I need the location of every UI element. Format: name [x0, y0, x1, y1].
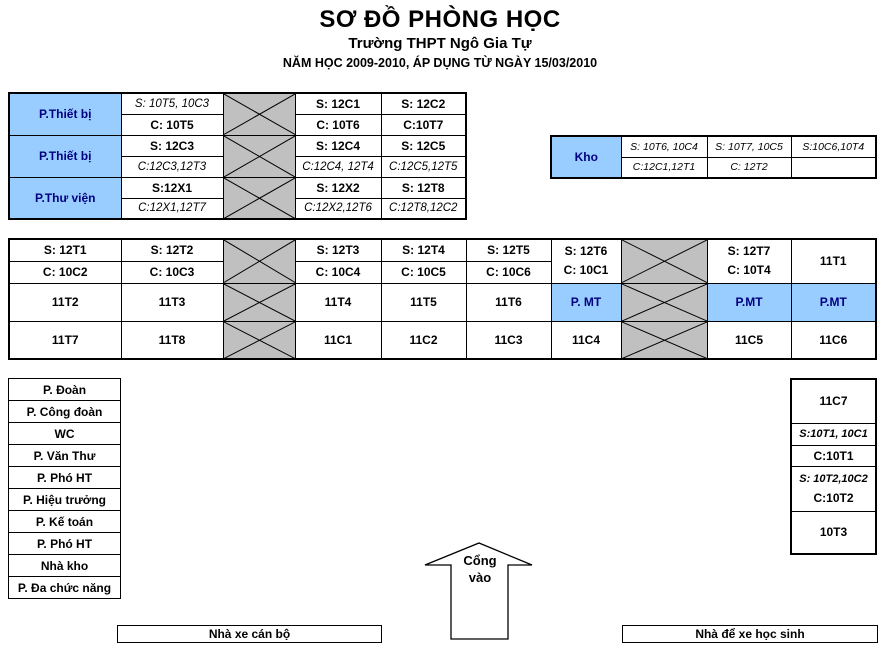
schedule-cell: S: 12C5: [381, 135, 466, 156]
schedule-cell: S:10C6,10T4: [791, 136, 876, 157]
schedule-cell: [791, 466, 876, 511]
room-cell: 11C3: [466, 321, 551, 359]
crossed-cell: [223, 321, 295, 359]
cross-icon: [224, 322, 295, 359]
schedule-morning: S: 10T2,10C2: [799, 472, 868, 485]
cross-icon: [224, 94, 295, 135]
schedule-cell: S: 12T5: [466, 239, 551, 261]
cross-icon: [224, 136, 295, 177]
schedule-morning: S: 12T7: [727, 244, 771, 259]
schedule-cell: S: 12X2: [295, 177, 381, 198]
schedule-cell: C:10T7: [381, 114, 466, 135]
schedule-cell: C:10T1: [791, 445, 876, 466]
room-cell: P. Hiệu trưởng: [9, 489, 121, 511]
room-cell: P.MT: [707, 283, 791, 321]
room-cell: Kho: [551, 136, 621, 178]
schedule-cell: S: 12C2: [381, 93, 466, 114]
crossed-cell: [223, 135, 295, 177]
room-cell: P. Công đoàn: [9, 401, 121, 423]
schedule-cell: S:10T1, 10C1: [791, 423, 876, 445]
crossed-cell: [223, 239, 295, 283]
storage-table: [550, 135, 877, 179]
schedule-cell: S: 10T5, 10C3: [121, 93, 223, 114]
room-cell: WC: [9, 423, 121, 445]
schedule-cell: C: 10C2: [9, 261, 121, 283]
cross-icon: [224, 178, 295, 219]
room-cell: 11C7: [791, 379, 876, 423]
room-cell: P. Đa chức năng: [9, 577, 121, 599]
cross-icon: [622, 284, 707, 321]
schedule-cell: S: 12T4: [381, 239, 466, 261]
room-cell: 11C1: [295, 321, 381, 359]
schedule-cell: S: 12T3: [295, 239, 381, 261]
schedule-cell: C:12X1,12T7: [121, 198, 223, 219]
schedule-cell: [551, 239, 621, 283]
gate-label-line2: vào: [468, 570, 492, 585]
room-cell: P.Thiết bị: [9, 135, 121, 177]
schedule-cell: S: 12T8: [381, 177, 466, 198]
cross-icon: [622, 240, 707, 283]
schedule-cell: [791, 157, 876, 178]
room-cell: 11T8: [121, 321, 223, 359]
schedule-afternoon: C:10T2: [813, 490, 854, 505]
room-cell: 11C4: [551, 321, 621, 359]
crossed-cell: [621, 321, 707, 359]
cross-icon: [224, 240, 295, 283]
room-cell: P. Phó HT: [9, 533, 121, 555]
room-cell: 11C6: [791, 321, 876, 359]
room-cell: 11T6: [466, 283, 551, 321]
gate-label-line1: Cổng: [463, 553, 497, 568]
room-cell: 11T4: [295, 283, 381, 321]
schedule-cell: C: 12T2: [707, 157, 791, 178]
schedule-cell: S: 12T2: [121, 239, 223, 261]
staff-parking-label: Nhà xe cán bộ: [117, 625, 382, 643]
room-cell: 11T1: [791, 239, 876, 283]
gate-label: [432, 552, 528, 586]
schedule-cell: C:12X2,12T6: [295, 198, 381, 219]
room-cell: P. Phó HT: [9, 467, 121, 489]
room-cell: P. MT: [551, 283, 621, 321]
crossed-cell: [223, 177, 295, 219]
room-cell: 11C2: [381, 321, 466, 359]
schedule-cell: C:12T8,12C2: [381, 198, 466, 219]
cross-icon: [622, 322, 707, 359]
room-cell: P.Thiết bị: [9, 93, 121, 135]
schedule-cell: S: 12C1: [295, 93, 381, 114]
schedule-morning: S: 12T6: [564, 244, 608, 259]
room-cell: Nhà kho: [9, 555, 121, 577]
schedule-cell: C: 10C5: [381, 261, 466, 283]
schedule-cell: C: 10T5: [121, 114, 223, 135]
schedule-afternoon: C: 10T4: [727, 263, 771, 278]
schedule-cell: S: 12C3: [121, 135, 223, 156]
classroom-grid-table: [8, 238, 877, 360]
room-cell: P. Kế toán: [9, 511, 121, 533]
right-wing-column: [790, 378, 877, 555]
schedule-cell: C:12C4, 12T4: [295, 156, 381, 177]
page-title: SƠ ĐỒ PHÒNG HỌC: [319, 6, 561, 33]
schedule-cell: C:12C5,12T5: [381, 156, 466, 177]
room-cell: 11T5: [381, 283, 466, 321]
schedule-cell: S:12X1: [121, 177, 223, 198]
school-name: Trường THPT Ngô Gia Tự: [348, 35, 532, 52]
schedule-cell: S: 10T7, 10C5: [707, 136, 791, 157]
schedule-cell: S: 10T6, 10C4: [621, 136, 707, 157]
crossed-cell: [223, 283, 295, 321]
room-cell: P.MT: [791, 283, 876, 321]
room-cell: 11C5: [707, 321, 791, 359]
effective-date-line: NĂM HỌC 2009-2010, ÁP DỤNG TỪ NGÀY 15/03/2010: [282, 56, 598, 70]
room-cell: 11T2: [9, 283, 121, 321]
admin-rooms-list: [8, 378, 121, 599]
room-cell: 10T3: [791, 511, 876, 554]
crossed-cell: [621, 283, 707, 321]
room-cell: P. Văn Thư: [9, 445, 121, 467]
schedule-cell: C: 10T6: [295, 114, 381, 135]
schedule-cell: C: 10C6: [466, 261, 551, 283]
cross-icon: [224, 284, 295, 321]
schedule-cell: C: 10C4: [295, 261, 381, 283]
student-parking-label: Nhà để xe học sinh: [622, 625, 878, 643]
schedule-cell: C: 10C3: [121, 261, 223, 283]
crossed-cell: [621, 239, 707, 283]
schedule-cell: C:12C3,12T3: [121, 156, 223, 177]
room-cell: 11T7: [9, 321, 121, 359]
equipment-rooms-table: [8, 92, 467, 220]
room-cell: 11T3: [121, 283, 223, 321]
schedule-cell: S: 12C4: [295, 135, 381, 156]
room-cell: P. Đoàn: [9, 379, 121, 401]
schedule-afternoon: C: 10C1: [563, 263, 609, 278]
schedule-cell: C:12C1,12T1: [621, 157, 707, 178]
schedule-cell: S: 12T1: [9, 239, 121, 261]
room-cell: P.Thư viện: [9, 177, 121, 219]
schedule-cell: [707, 239, 791, 283]
crossed-cell: [223, 93, 295, 135]
